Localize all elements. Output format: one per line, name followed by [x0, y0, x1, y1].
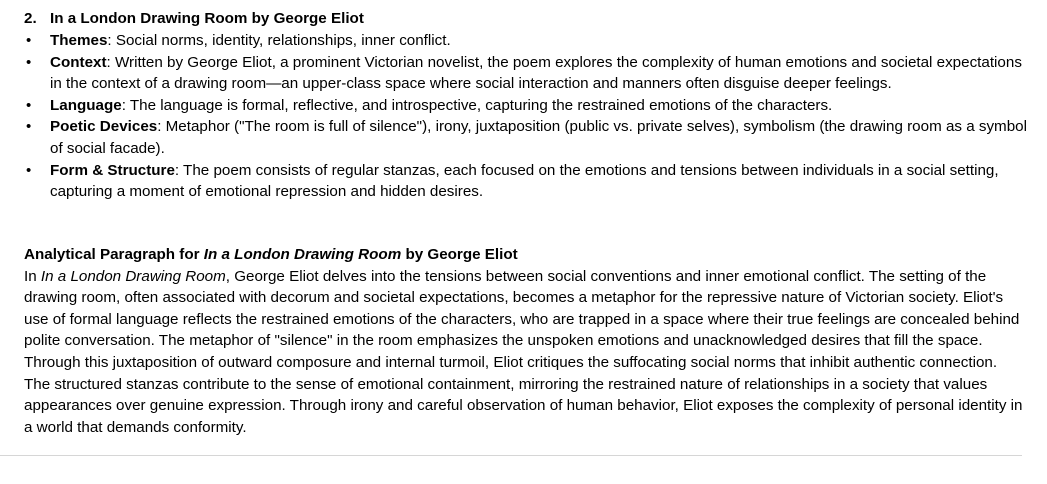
bullet-term: Form & Structure	[50, 161, 175, 179]
analysis-body-text: , George Eliot delves into the tensions between social conventions and inner emotional conflict. The setting of the drawing room, often associated with decorum and societal expectations, becomes a metaphor for the repressive nature of Victorian society. Eliot's use of formal language reflects the restrained emotions of the characters, who are trapped in a space where their true feelings are concealed behind polite conversation. The metaphor of "silence" in the room emphasizes the unspoken emotions and unacknowledged desires that fill the space. Through this juxtaposition of outward composure and internal turmoil, Eliot critiques the suffocating social norms that inhibit authentic connection. The structured stanzas contribute to the sense of emotional containment, mirroring the restrained nature of relationships in a society that values appearances over genuine expression. Through irony and careful observation of human behavior, Eliot exposes the complexity of personal identity in a world that demands conformity.	[24, 267, 1023, 436]
bullet-themes	[0, 30, 1030, 52]
bullet-context	[0, 52, 1030, 95]
bullet-icon: •	[26, 53, 32, 71]
analysis-body	[24, 266, 1024, 439]
bullet-term: Language	[50, 96, 122, 114]
bullet-text: : Metaphor ("The room is full of silence"), irony, juxtaposition (public vs. private selves), symbolism (the drawing room as a symbol of social facade).	[50, 118, 1027, 157]
section-number: 2.	[24, 10, 37, 27]
bullet-text: : Social norms, identity, relationships, inner conflict.	[107, 32, 451, 49]
bullet-icon: •	[26, 96, 32, 114]
analysis-title-prefix: Analytical Paragraph for	[24, 246, 204, 263]
bullet-icon: •	[26, 118, 32, 136]
bullet-language	[0, 95, 1030, 117]
bullet-term: Context	[50, 53, 107, 71]
analysis-title-poem: In a London Drawing Room	[203, 246, 402, 263]
section-heading	[24, 8, 364, 30]
bullet-icon: •	[26, 32, 32, 49]
bullet-text: : The poem consists of regular stanzas, each focused on the emotions and tensions between individuals in a social setting, capturing a moment of emotional repression and hidden desires.	[50, 161, 999, 201]
bullet-text: : The language is formal, reflective, and introspective, capturing the restrained emotions of the characters.	[121, 96, 833, 114]
section-title: In a London Drawing Room by George Eliot	[50, 10, 364, 27]
bullet-icon: •	[26, 161, 32, 179]
analysis-title	[24, 244, 1024, 266]
analytical-paragraph-section	[24, 244, 1024, 438]
bullet-form-structure	[0, 160, 1030, 203]
notes-bullet-list	[0, 30, 1030, 203]
bullet-poetic-devices	[0, 116, 1030, 159]
analysis-title-suffix: by George Eliot	[401, 246, 518, 263]
bullet-term: Poetic Devices	[50, 118, 158, 136]
bullet-text: : Written by George Eliot, a prominent Victorian novelist, the poem explores the complexity of human emotions and societal expectations in the context of a drawing room—an upper-class space where social interaction and manners often disguise deeper feelings.	[50, 53, 1022, 93]
bullet-term: Themes	[50, 32, 108, 49]
analysis-body-poem: In a London Drawing Room	[40, 267, 226, 285]
page-divider	[0, 455, 1022, 456]
analysis-body-prefix: In	[24, 267, 41, 285]
